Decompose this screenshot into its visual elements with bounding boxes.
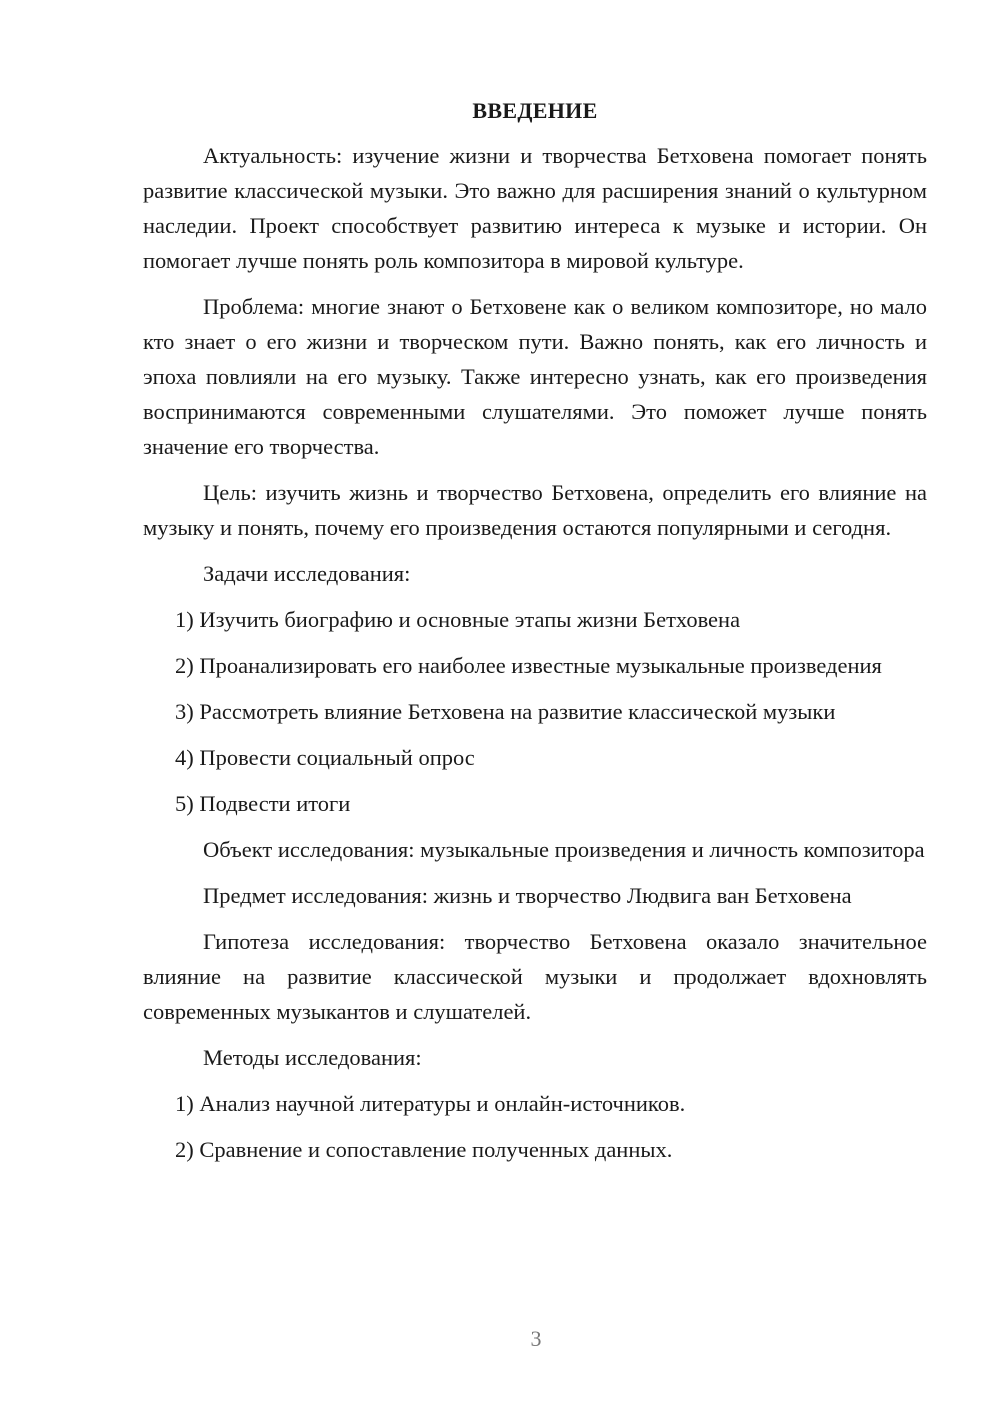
document-page	[143, 93, 927, 1178]
subject-paragraph: Предмет исследования: жизнь и творчество Людвига ван Бетховена	[203, 883, 852, 908]
task-item-2: 2) Проанализировать его наиболее известные музыкальные произведения	[175, 653, 882, 678]
task-item-4: 4) Провести социальный опрос	[175, 745, 475, 770]
page-number: 3	[530, 1326, 542, 1351]
tasks-heading: Задачи исследования:	[203, 561, 411, 586]
task-item-3: 3) Рассмотреть влияние Бетховена на развитие классической музыки	[175, 699, 836, 724]
relevance-paragraph: Актуальность: изучение жизни и творчества Бетховена помогает понять развитие классической музыки. Это важно для расширения знаний о культурном наследии. Проект способствует развитию интереса к музыке и истории. Он помогает лучше понять роль композитора в мировой культуре.	[143, 143, 927, 273]
object-paragraph: Объект исследования: музыкальные произведения и личность композитора	[203, 837, 925, 862]
task-item-1: 1) Изучить биографию и основные этапы жизни Бетховена	[175, 607, 741, 632]
methods-heading: Методы исследования:	[203, 1045, 422, 1070]
goal-paragraph: Цель: изучить жизнь и творчество Бетховена, определить его влияние на музыку и понять, почему его произведения остаются популярными и сегодня.	[143, 480, 927, 540]
problem-paragraph: Проблема: многие знают о Бетховене как о великом композиторе, но мало кто знает о его жизни и творческом пути. Важно понять, как его личность и эпоха повлияли на его музыку. Также интересно узнать, как его произведения воспринимаются современными слушателями. Это поможет лучше понять значение его творчества.	[143, 294, 927, 459]
method-item-2: 2) Сравнение и сопоставление полученных данных.	[175, 1137, 673, 1162]
hypothesis-paragraph: Гипотеза исследования: творчество Бетховена оказало значительное влияние на развитие классической музыки и продолжает вдохновлять современных музыкантов и слушателей.	[143, 929, 927, 1024]
task-item-5: 5) Подвести итоги	[175, 791, 351, 816]
method-item-1: 1) Анализ научной литературы и онлайн-источников.	[175, 1091, 686, 1116]
section-title: ВВЕДЕНИЕ	[472, 98, 598, 123]
